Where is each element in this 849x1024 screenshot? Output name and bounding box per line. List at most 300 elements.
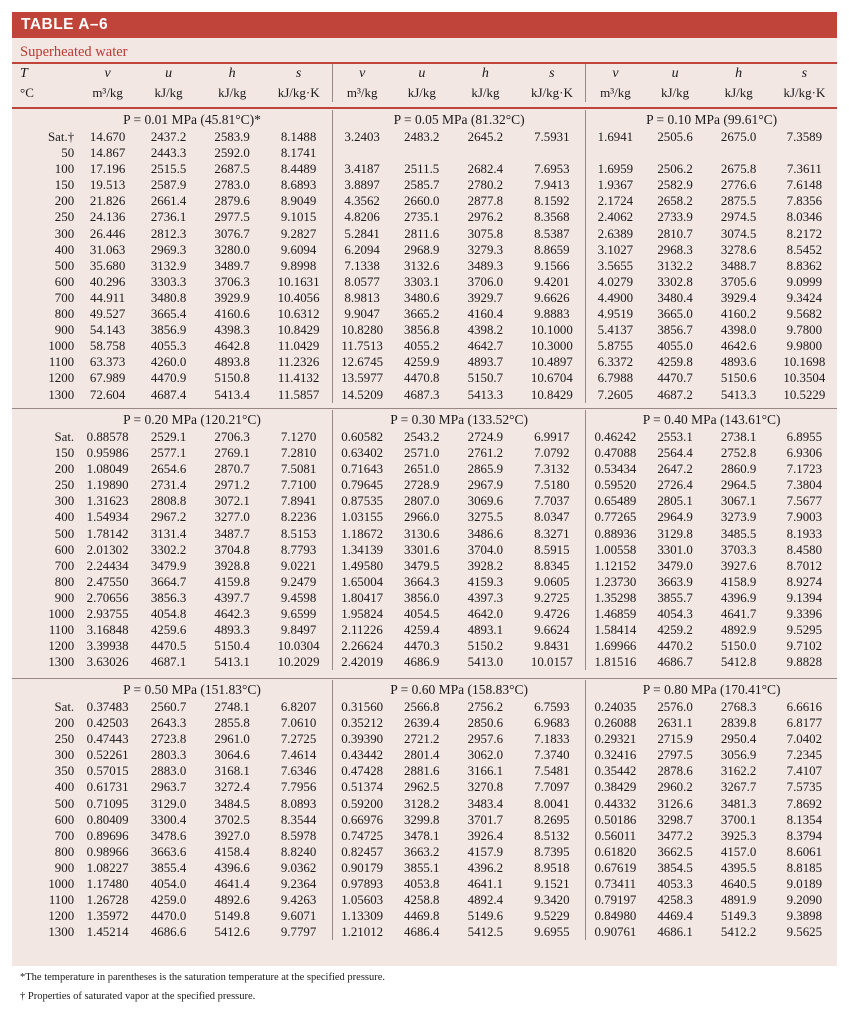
value-cell: 1.03155 [341,510,384,525]
header-symbol-row [12,64,837,83]
value-cell: 2553.1 [657,430,693,444]
value-cell: 9.0362 [265,860,332,876]
header-symbol: s [265,64,332,83]
value-cell: 2855.8 [214,716,250,731]
value-cell: 0.73411 [594,877,637,892]
header-symbol: T [20,66,28,81]
value-cell: 2801.4 [404,748,440,763]
temperature-cell: 800 [54,844,75,859]
value-cell: 9.3424 [786,290,823,305]
value-cell: 8.2695 [518,812,585,828]
value-cell: 4470.8 [404,371,440,386]
value-cell: 3132.2 [657,258,693,273]
value-cell: 58.758 [89,339,126,354]
value-cell: 11.4132 [265,370,332,386]
value-cell: 2564.4 [657,446,693,461]
temperature-cell: 800 [54,574,75,589]
temperature-cell: 150 [54,178,75,193]
header-unit: m³/kg [92,85,123,100]
value-cell: 2592.0 [214,146,250,161]
value-cell: 3056.9 [720,748,757,763]
value-cell: 1.08049 [86,462,129,477]
value-cell: 4054.8 [150,607,187,622]
value-cell: 2687.5 [214,162,250,177]
temperature-cell: 900 [54,323,75,338]
value-cell: 4.3562 [344,194,380,209]
value-cell: 4055.3 [150,339,187,354]
value-cell: 0.95986 [86,446,129,461]
value-cell: 9.9047 [344,307,380,322]
value-cell: 7.2810 [265,445,332,461]
value-cell: 2768.3 [720,700,757,714]
table-row [12,509,837,525]
value-cell: 7.7100 [265,477,332,493]
value-cell: 3855.4 [150,860,187,875]
value-cell: 4259.9 [404,355,440,370]
value-cell: 10.0304 [265,638,332,654]
value-cell: 0.39390 [341,732,384,747]
pressure-label: P = 0.30 MPa (133.52°C) [332,410,585,429]
value-cell: 0.37483 [86,700,129,714]
value-cell: 8.0041 [518,796,585,812]
header-symbol: u [418,66,426,81]
temperature-cell: 250 [54,732,75,747]
header-unit: kJ/kg [407,85,436,100]
temperature-cell: 1300 [48,655,75,670]
value-cell: 4891.9 [720,893,757,908]
value-cell: 8.3568 [518,209,585,225]
value-cell: 3662.5 [657,844,693,859]
pressure-label: P = 0.20 MPa (120.21°C) [12,410,332,429]
header-symbol: v [359,66,366,81]
value-cell: 0.61820 [594,844,637,859]
footnote-saturation-temperature: *The temperature in parentheses is the saturation temperature at the specified pressure. [20,972,386,983]
value-cell: 4.0279 [597,274,634,289]
value-cell: 8.9049 [265,193,332,209]
value-cell: 3273.9 [720,510,757,525]
value-cell: 3301.0 [657,542,693,557]
value-cell: 8.3794 [786,828,823,843]
value-cell: 2437.2 [150,130,187,144]
value-cell: 9.5229 [518,908,585,924]
value-cell: 6.8955 [786,430,823,444]
value-cell: 2748.1 [214,700,250,714]
value-cell: 3075.8 [467,226,504,241]
value-cell: 2881.6 [404,764,440,779]
value-cell: 8.6893 [265,177,332,193]
value-cell: 9.3396 [786,607,823,622]
value-cell: 3062.0 [467,748,504,763]
value-cell: 2962.5 [404,780,440,795]
column-header [12,64,837,102]
value-cell: 8.8659 [518,242,585,258]
value-cell: 72.604 [89,387,126,402]
value-cell: 3927.6 [720,558,757,573]
value-cell: 0.29321 [594,732,637,747]
temperature-cell: Sat. [54,430,75,444]
value-cell: 4.8206 [344,210,380,225]
temperature-cell: 600 [54,274,75,289]
value-cell: 2682.4 [467,162,504,177]
value-cell: 4397.7 [214,590,250,605]
value-cell: 4470.0 [150,909,187,924]
value-cell: 11.7513 [341,339,383,354]
header-symbol: h [228,66,236,81]
value-cell: 2721.2 [404,732,440,747]
value-cell: 3064.6 [214,748,250,763]
value-cell: 4470.9 [150,371,187,386]
value-cell: 3479.0 [657,558,693,573]
pressure-block [12,110,837,403]
value-cell: 1.17480 [86,877,129,892]
value-cell: 6.7988 [597,371,634,386]
value-cell: 8.1741 [265,145,332,161]
value-cell: 0.60582 [341,430,384,444]
value-cell: 2761.2 [467,446,504,461]
temperature-cell: 1100 [48,355,75,370]
value-cell: 1.65004 [341,574,384,589]
value-cell: 9.8497 [265,622,332,638]
temperature-cell: 1100 [48,893,75,908]
value-cell: 4640.5 [720,877,757,892]
value-cell: 9.4598 [265,590,332,606]
value-cell: 2511.5 [404,162,440,177]
value-cell: 3488.7 [720,258,757,273]
value-cell [391,145,452,161]
pressure-label: P = 0.40 MPa (143.61°C) [642,412,781,427]
value-cell: 3665.0 [657,307,693,322]
value-cell: 1.08227 [86,860,129,875]
value-cell: 2483.2 [404,130,440,144]
value-cell: 9.6624 [518,622,585,638]
table-row [12,796,837,812]
table-row [12,370,837,386]
value-cell: 0.79645 [341,478,384,493]
value-cell: 3664.3 [404,574,440,589]
value-cell: 3128.2 [404,796,440,811]
block-separator [12,678,837,679]
value-cell: 8.5153 [265,526,332,542]
value-cell: 4893.6 [720,355,757,370]
value-cell: 2.11226 [341,623,383,638]
value-cell: 0.82457 [341,844,384,859]
header-unit: kJ/kg [471,85,500,100]
temperature-cell: 500 [54,796,75,811]
value-cell: 0.46242 [594,430,637,444]
value-cell: 7.5081 [265,461,332,477]
table-row [12,828,837,844]
temperature-cell: 250 [54,478,75,493]
pressure-block [12,680,837,940]
value-cell: 7.2605 [597,387,634,402]
value-cell: 4396.2 [467,860,504,875]
value-cell: 3665.2 [404,307,440,322]
value-cell: 3074.5 [720,226,757,241]
value-cell: 9.6094 [265,242,332,258]
value-cell: 7.6148 [786,178,823,193]
value-cell: 14.867 [89,146,126,161]
value-cell: 7.0610 [265,715,332,731]
value-cell: 4258.3 [657,893,693,908]
value-cell: 2964.9 [657,510,693,525]
value-cell: 1.00558 [594,542,637,557]
value-cell: 6.9683 [518,715,585,731]
header-unit: kJ/kg [724,85,753,100]
temperature-cell: 1100 [48,623,75,638]
value-cell: 9.5682 [786,307,823,322]
value-cell: 3299.8 [404,812,440,827]
value-cell: 0.50186 [594,812,637,827]
value-cell: 4260.0 [150,355,187,370]
pressure-label: P = 0.80 MPa (170.41°C) [642,682,781,697]
value-cell: 6.6616 [786,700,823,714]
value-cell: 3129.0 [150,796,187,811]
value-cell: 4160.2 [720,307,757,322]
value-cell: 3131.4 [150,526,187,541]
temperature-cell: 700 [54,290,75,305]
value-cell: 8.3271 [518,526,585,542]
temperature-cell: 600 [54,542,75,557]
temperature-cell: 50 [61,146,75,161]
value-cell: 2783.0 [214,178,250,193]
value-cell: 4686.7 [657,655,693,670]
value-cell: 8.8362 [786,258,823,273]
value-cell: 21.826 [89,194,126,209]
value-cell: 8.3544 [265,812,332,828]
pressure-header-row [12,680,837,699]
value-cell: 9.4726 [518,606,585,622]
value-cell: 8.1933 [786,526,823,541]
value-cell: 4396.6 [214,860,250,875]
value-cell: 2875.5 [720,194,757,209]
value-cell: 8.0346 [786,210,823,225]
table-row [12,193,837,209]
value-cell: 9.8998 [265,258,332,274]
header-symbol: u [671,66,679,81]
header-unit: kJ/kg·K [783,85,826,100]
value-cell: 3665.4 [150,307,187,322]
value-cell: 1.69966 [594,639,637,654]
value-cell: 2675.8 [720,162,757,177]
table-row [12,322,837,338]
value-cell: 4893.8 [214,355,250,370]
value-cell: 3856.9 [150,323,187,338]
value-cell: 0.24035 [594,700,637,714]
value-cell: 54.143 [89,323,126,338]
value-cell: 2810.7 [657,226,693,241]
value-cell: 0.44332 [594,796,637,811]
value-cell: 63.373 [89,355,126,370]
temperature-cell: 1000 [48,877,75,892]
value-cell: 4687.4 [150,387,187,402]
value-cell: 1.9367 [597,178,634,193]
value-cell: 8.0347 [518,509,585,525]
value-cell: 1.80417 [341,590,384,605]
header-unit: kJ/kg·K [265,83,332,102]
value-cell: 4892.4 [467,893,504,908]
value-cell: 1.21012 [341,925,384,940]
value-cell: 4893.1 [467,623,504,638]
value-cell: 7.2345 [786,748,823,763]
header-unit-row [12,83,837,102]
value-cell: 4686.9 [404,655,440,670]
value-cell: 2870.7 [214,462,250,477]
value-cell: 3069.6 [467,494,504,509]
value-cell: 7.5735 [786,780,823,795]
value-cell: 0.66976 [341,812,384,827]
value-cell: 2968.9 [404,242,440,257]
table-row [12,747,837,763]
value-cell: 2.4062 [597,210,634,225]
value-cell: 13.5977 [341,371,384,386]
value-cell: 8.4580 [786,542,823,557]
value-cell: 3855.7 [657,590,693,605]
value-cell: 3298.7 [657,812,693,827]
value-cell: 4470.3 [404,639,440,654]
value-cell: 5413.3 [467,387,504,402]
value-cell: 3700.1 [720,812,757,827]
value-cell: 9.7797 [265,924,332,940]
value-cell: 3267.7 [720,780,757,795]
pressure-label: P = 0.05 MPa (81.32°C) [332,110,585,129]
value-cell: 4396.9 [720,590,757,605]
value-cell: 3486.6 [467,526,504,541]
value-cell: 1.58414 [594,623,637,638]
value-cell: 4053.3 [657,877,693,892]
value-cell: 3663.2 [404,844,440,859]
value-cell: 0.57015 [86,764,129,779]
value-cell: 7.9003 [786,510,823,525]
value-cell: 1.05603 [341,893,384,908]
value-cell: 2865.9 [467,462,504,477]
temperature-cell: 400 [54,780,75,795]
value-cell: 6.8177 [786,716,823,731]
temperature-cell: 1200 [48,639,75,654]
value-cell: 5412.8 [720,655,757,670]
value-cell: 35.680 [89,258,126,273]
value-cell: 0.84980 [594,909,637,924]
value-cell: 2645.2 [467,130,504,144]
value-cell: 7.3132 [518,461,585,477]
value-cell: 3704.0 [467,542,504,557]
value-cell: 1.12152 [594,558,637,573]
value-cell: 0.63402 [341,446,384,461]
value-cell: 2661.4 [150,194,187,209]
table-row [12,242,837,258]
value-cell: 4259.4 [404,623,440,638]
value-cell: 4892.6 [214,893,250,908]
header-unit: °C [20,85,34,100]
value-cell: 3303.3 [150,274,187,289]
value-cell: 3702.5 [214,812,250,827]
value-cell: 6.7593 [518,699,585,715]
temperature-cell: Sat.† [48,130,75,144]
value-cell: 3478.6 [150,828,187,843]
value-cell: 2805.1 [657,494,693,509]
table-row [12,622,837,638]
value-cell: 8.1592 [518,193,585,209]
value-cell: 7.7956 [265,779,332,795]
value-cell: 0.67619 [594,860,637,875]
value-cell: 3279.3 [467,242,504,257]
value-cell: 3664.7 [150,574,187,589]
table-row [12,258,837,274]
value-cell: 7.0402 [786,732,823,747]
value-cell: 9.0189 [786,877,823,892]
table-row [12,306,837,322]
value-cell: 2.6389 [597,226,634,241]
temperature-cell: 700 [54,558,75,573]
value-cell [332,145,391,161]
value-cell: 4686.1 [657,925,693,940]
value-cell: 7.5180 [518,477,585,493]
value-cell: 4397.3 [467,590,504,605]
value-cell: 3483.4 [467,796,504,811]
value-cell: 5413.1 [214,655,250,670]
value-cell: 0.88936 [594,526,637,541]
value-cell: 8.0577 [344,274,380,289]
value-cell: 3076.7 [214,226,250,241]
value-cell: 4642.7 [467,339,504,354]
value-cell: 3162.2 [720,764,757,779]
value-cell: 49.527 [89,307,126,322]
value-cell: 1.19890 [86,478,129,493]
value-cell: 2587.9 [150,178,187,193]
value-cell: 7.5481 [518,763,585,779]
value-cell: 5150.0 [720,639,757,654]
value-cell: 4687.1 [150,655,187,670]
temperature-cell: 500 [54,526,75,541]
value-cell: 3480.8 [150,290,187,305]
value-cell: 2585.7 [404,178,440,193]
temperature-cell: 1200 [48,371,75,386]
value-cell: 8.5978 [265,828,332,844]
table-row [12,812,837,828]
value-cell: 1.45214 [86,925,129,940]
value-cell: 3856.8 [404,323,440,338]
value-cell: 2.93755 [86,607,129,622]
value-cell: 2643.3 [150,716,187,731]
value-cell: 2964.5 [720,478,757,493]
temperature-cell: 150 [54,446,75,461]
value-cell: 7.4614 [265,747,332,763]
header-symbol: s [519,64,586,83]
value-cell: 9.4263 [265,892,332,908]
value-cell: 2728.9 [404,478,440,493]
value-cell: 26.446 [89,226,126,241]
temperature-cell: 900 [54,590,75,605]
value-cell: 4.9519 [597,307,634,322]
value-cell: 8.7793 [265,542,332,558]
temperature-cell: 300 [54,226,75,241]
footnote-saturated-vapor: † Properties of saturated vapor at the specified pressure. [20,991,256,1002]
value-cell: 4053.8 [404,877,440,892]
value-cell: 10.5229 [783,387,826,402]
value-cell: 4259.8 [657,355,693,370]
value-cell: 9.2364 [265,876,332,892]
value-cell: 3484.5 [214,796,250,811]
value-cell: 1.6959 [597,162,634,177]
value-cell: 4158.9 [720,574,757,589]
value-cell: 4686.4 [404,925,440,940]
value-cell: 5.8755 [597,339,634,354]
table-row [12,654,837,670]
value-cell: 2961.0 [214,732,250,747]
value-cell: 2960.2 [657,780,693,795]
value-cell: 24.136 [89,210,126,225]
table-row [12,844,837,860]
temperature-cell: 1200 [48,909,75,924]
